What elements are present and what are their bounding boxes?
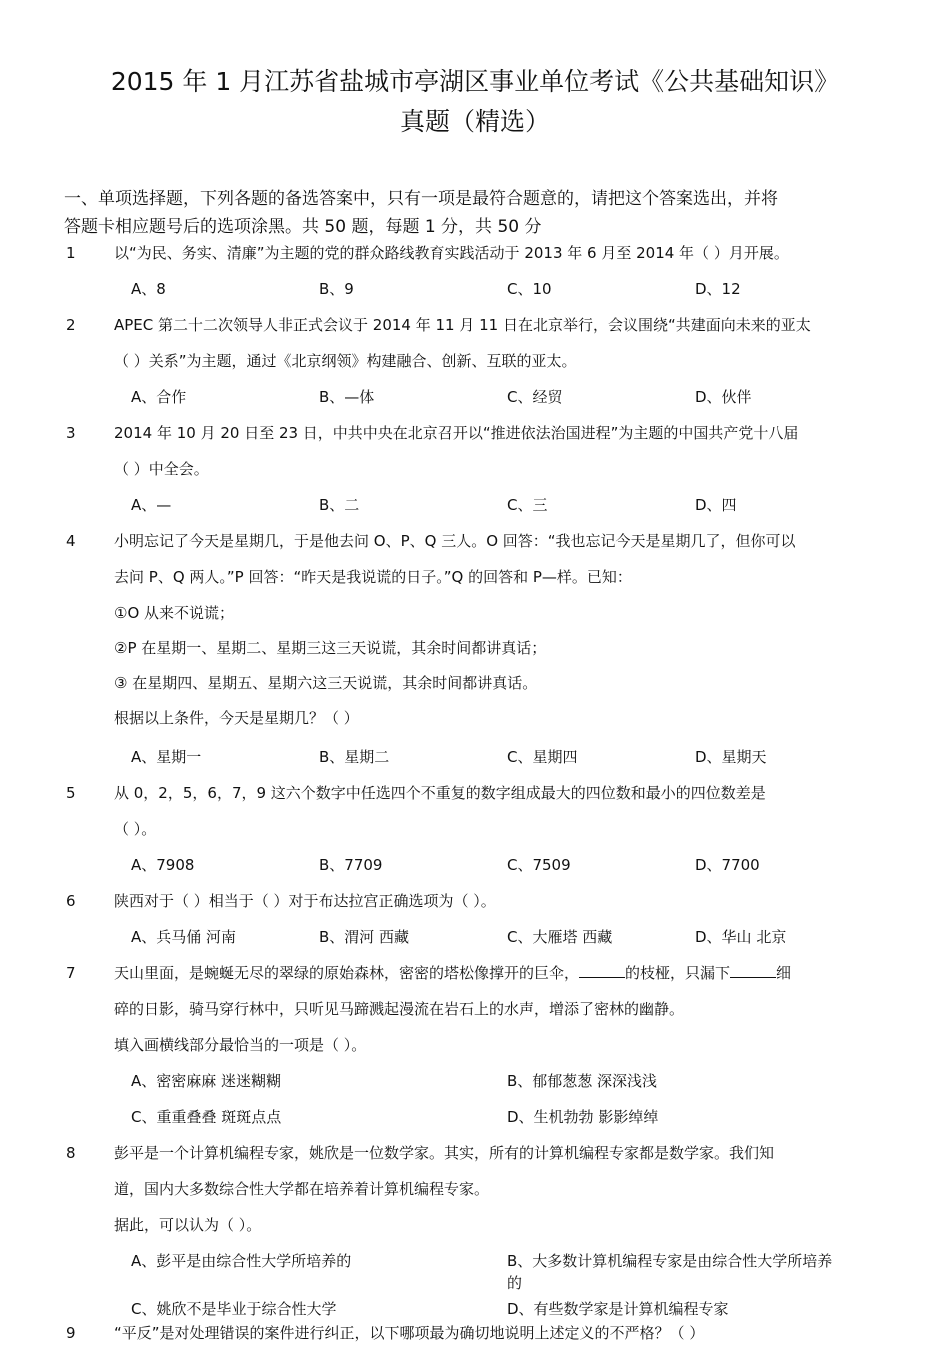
question-condition: ③ 在星期四、星期五、星期六这三天说谎，其余时间都讲真话。 xyxy=(114,674,538,692)
question-prompt: 根据以上条件，今天是星期几？（ ） xyxy=(114,709,359,727)
question-text-part: 细 xyxy=(776,964,792,982)
question-number: 3 xyxy=(66,424,76,442)
option-b: B、—体 xyxy=(319,388,375,406)
question-text xyxy=(114,962,791,984)
question-text: （ ）关系”为主题，通过《北京纲领》构建融合、创新、互联的亚太。 xyxy=(114,352,577,370)
option-a: A、彭平是由综合性大学所培养的 xyxy=(131,1252,352,1270)
option-a: A、合作 xyxy=(131,388,187,406)
question-text: 彭平是一个计算机编程专家，姚欣是一位数学家。其实，所有的计算机编程专家都是数学家。我们知 xyxy=(114,1144,775,1162)
question-text: 以“为民、务实、清廉”为主题的党的群众路线教育实践活动于 2013 年 6 月至 2014 年（ ）月开展。 xyxy=(114,244,789,262)
question-text: 道，国内大多数综合性大学都在培养着计算机编程专家。 xyxy=(114,1180,490,1198)
option-d: D、星期天 xyxy=(695,748,767,766)
document-title-line2: 真题（精选） xyxy=(399,107,550,136)
question-text: 从 0，2，5，6，7，9 这六个数字中任选四个不重复的数字组成最大的四位数和最小的四位数差是 xyxy=(114,784,766,802)
question-text-part: 的枝桠，只漏下 xyxy=(625,964,731,982)
option-d: D、7700 xyxy=(695,856,760,874)
option-b: B、渭河 西藏 xyxy=(319,928,410,946)
question-text: 2014 年 10 月 20 日至 23 日，中共中央在北京召开以“推进依法治国进程”为主题的中国共产党十八届 xyxy=(114,424,799,442)
question-text: 小明忘记了今天是星期几，于是他去问 O、P、Q 三人。O 回答：“我也忘记今天是星期几了，但你可以 xyxy=(114,532,796,550)
question-text: （ ）中全会。 xyxy=(114,460,209,478)
option-c: C、姚欣不是毕业于综合性大学 xyxy=(131,1300,337,1318)
fill-blank xyxy=(730,963,776,978)
option-c: C、10 xyxy=(507,280,552,298)
option-d: D、有些数学家是计算机编程专家 xyxy=(507,1300,729,1318)
question-condition: ②P 在星期一、星期二、星期三这三天说谎，其余时间都讲真话； xyxy=(114,639,547,657)
option-d: D、华山 北京 xyxy=(695,928,787,946)
question-text: 碎的日影，骑马穿行林中，只听见马蹄溅起漫流在岩石上的水声，增添了密林的幽静。 xyxy=(114,1000,685,1018)
option-c: C、三 xyxy=(507,496,548,514)
question-number: 9 xyxy=(66,1324,76,1342)
option-c: C、大雁塔 西藏 xyxy=(507,928,613,946)
option-a: A、— xyxy=(131,496,172,514)
question-number: 1 xyxy=(66,244,76,262)
question-text: “平反”是对处理错误的案件进行纠正，以下哪项最为确切地说明上述定义的不严格？（ ） xyxy=(114,1324,705,1342)
section-intro-line1: 一、单项选择题，下列各题的备选答案中，只有一项是最符合题意的，请把这个答案选出，并将 xyxy=(64,189,778,209)
option-b: B、9 xyxy=(319,280,354,298)
question-text: APEC 第二十二次领导人非正式会议于 2014 年 11 月 11 日在北京举行，会议围绕“共建面向未来的亚太 xyxy=(114,316,811,334)
option-d: D、生机勃勃 影影绰绰 xyxy=(507,1108,659,1126)
option-a: A、密密麻麻 迷迷糊糊 xyxy=(131,1072,282,1090)
option-d: D、四 xyxy=(695,496,737,514)
question-number: 6 xyxy=(66,892,76,910)
option-a: A、8 xyxy=(131,280,166,298)
option-b: B、二 xyxy=(319,496,360,514)
option-d: D、12 xyxy=(695,280,741,298)
option-b: B、星期二 xyxy=(319,748,390,766)
option-c: C、经贸 xyxy=(507,388,563,406)
question-text: （ ）。 xyxy=(114,820,157,838)
option-d: D、伙伴 xyxy=(695,388,752,406)
option-b: B、大多数计算机编程专家是由综合性大学所培养的 xyxy=(507,1252,833,1292)
question-number: 4 xyxy=(66,532,76,550)
question-prompt: 据此，可以认为（ ）。 xyxy=(114,1216,262,1234)
question-number: 8 xyxy=(66,1144,76,1162)
option-b: B、郁郁葱葱 深深浅浅 xyxy=(507,1072,658,1090)
option-a: A、兵马俑 河南 xyxy=(131,928,237,946)
question-number: 7 xyxy=(66,964,76,982)
option-b: B、7709 xyxy=(319,856,383,874)
option-c: C、重重叠叠 斑斑点点 xyxy=(131,1108,282,1126)
document-title-line1: 2015 年 1 月江苏省盐城市亭湖区事业单位考试《公共基础知识》 xyxy=(110,67,840,96)
option-c: C、星期四 xyxy=(507,748,578,766)
question-number: 5 xyxy=(66,784,76,802)
option-c: C、7509 xyxy=(507,856,571,874)
fill-blank xyxy=(579,963,625,978)
question-text-part: 天山里面，是蜿蜒无尽的翠绿的原始森林，密密的塔松像撑开的巨伞， xyxy=(114,964,580,982)
question-text: 陕西对于（ ）相当于（ ）对于布达拉宫正确选项为（ ）。 xyxy=(114,892,496,910)
option-a: A、7908 xyxy=(131,856,195,874)
section-intro-line2: 答题卡相应题号后的选项涂黑。共 50 题，每题 1 分，共 50 分 xyxy=(64,217,542,237)
option-a: A、星期一 xyxy=(131,748,202,766)
question-number: 2 xyxy=(66,316,76,334)
question-condition: ①O 从来不说谎； xyxy=(114,604,235,622)
question-text: 去问 P、Q 两人。”P 回答：“昨天是我说谎的日子。”Q 的回答和 P—样。已知： xyxy=(114,568,632,586)
question-prompt: 填入画横线部分最恰当的一项是（ ）。 xyxy=(114,1036,367,1054)
